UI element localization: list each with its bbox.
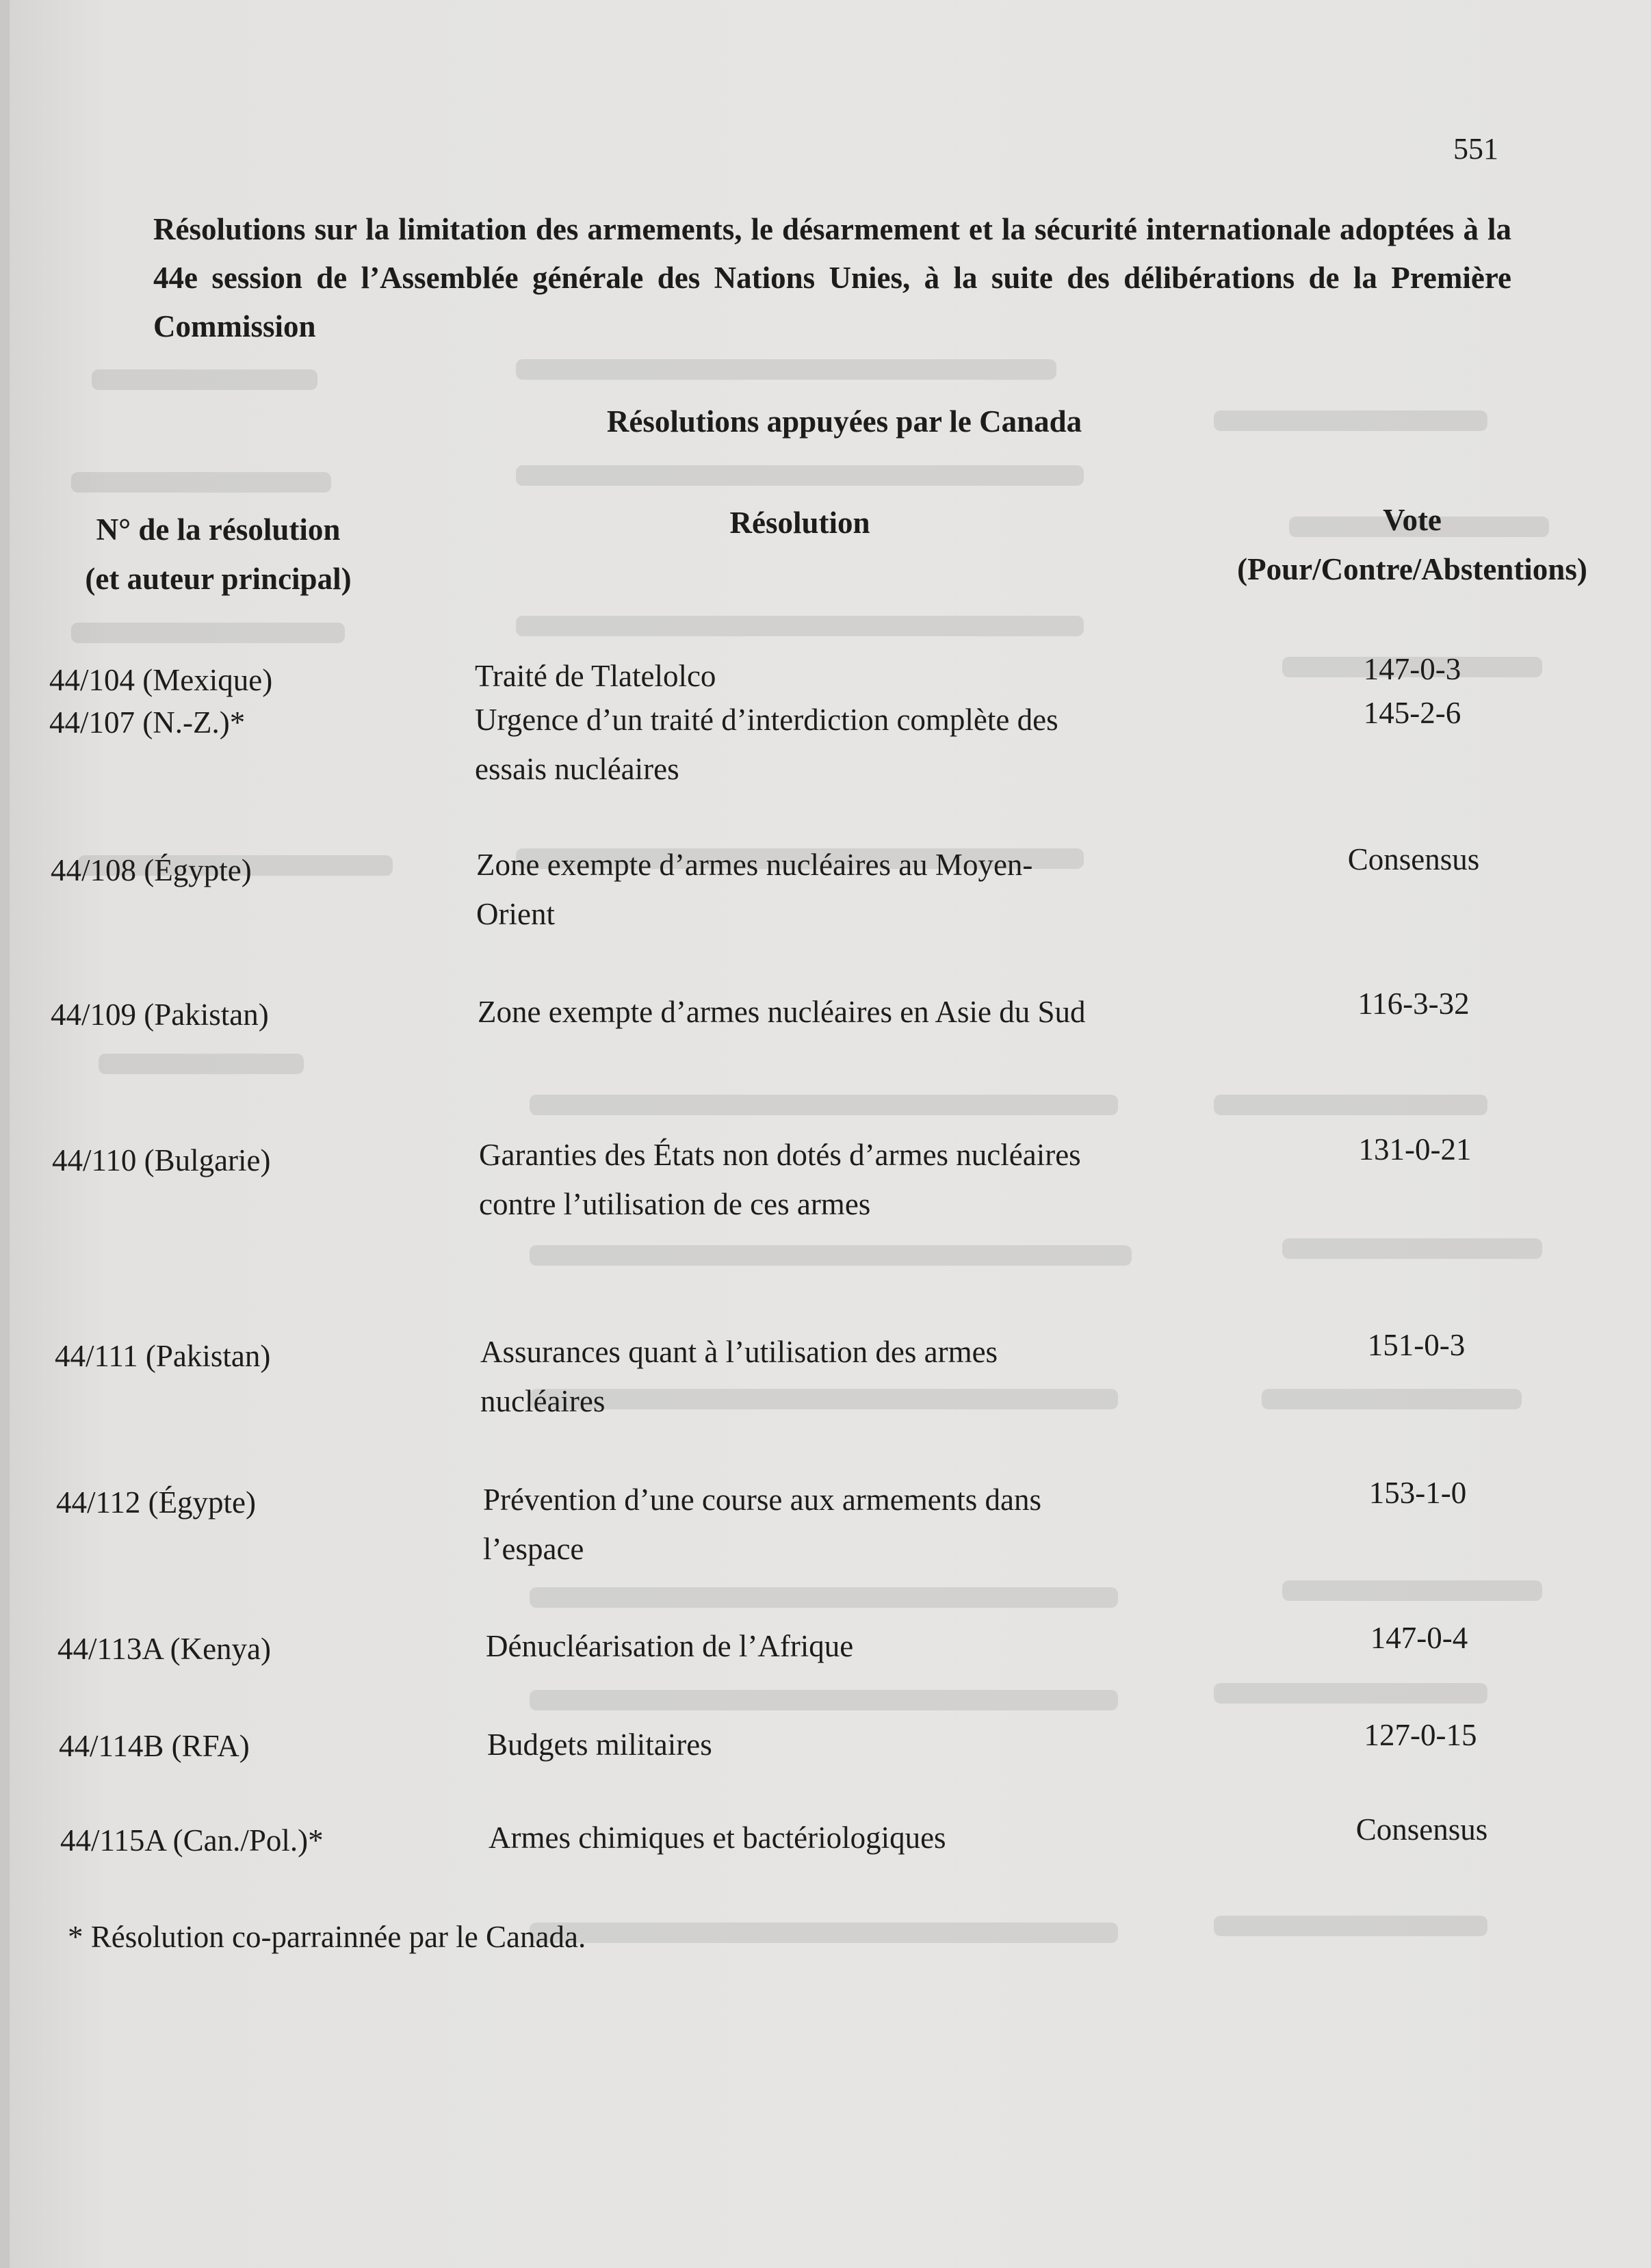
section-subtitle: Résolutions appuyées par le Canada	[606, 404, 1082, 439]
vote-result: 153-1-0	[1368, 1476, 1467, 1510]
resolution-number: 44/104 (Mexique)	[49, 663, 273, 697]
resolution-title: Dénucléarisation de l’Afrique	[486, 1629, 854, 1663]
column-header-number-line1: N° de la résolution	[96, 512, 341, 547]
resolution-number: 44/114B (RFA)	[59, 1729, 250, 1763]
column-header-vote	[1214, 495, 1611, 594]
resolution-title: Armes chimiques et bactériologiques	[489, 1821, 946, 1855]
resolution-number: 44/112 (Égypte)	[56, 1485, 257, 1520]
footnote: * Résolution co-parrainnée par le Canada.	[68, 1920, 586, 1954]
column-header-vote-line2: (Pour/Contre/Abstentions)	[1237, 552, 1587, 586]
vote-result: Consensus	[1355, 1812, 1488, 1847]
resolution-title: Zone exempte d’armes nucléaires en Asie du Sud	[478, 995, 1086, 1029]
page-number: 551	[1453, 132, 1498, 166]
vote-result: Consensus	[1347, 842, 1480, 876]
resolution-title: Budgets militaires	[487, 1728, 712, 1762]
column-header-resolution-number	[57, 505, 379, 603]
resolution-number: 44/108 (Égypte)	[51, 853, 252, 887]
resolution-title: Assurances quant à l’utilisation des armes nucléaires	[480, 1335, 998, 1418]
vote-result: 147-0-4	[1370, 1621, 1468, 1655]
resolution-title: Garanties des États non dotés d’armes nucléaires contre l’utilisation de ces armes	[479, 1138, 1081, 1221]
document-page	[10, 0, 1651, 2268]
vote-result: 145-2-6	[1363, 696, 1461, 730]
resolution-number: 44/111 (Pakistan)	[55, 1339, 271, 1373]
resolution-title: Zone exempte d’armes nucléaires au Moyen-Orient	[476, 848, 1033, 931]
resolution-number: 44/113A (Kenya)	[57, 1632, 272, 1666]
resolution-title: Traité de Tlatelolco	[475, 659, 716, 693]
resolution-number: 44/110 (Bulgarie)	[52, 1143, 271, 1177]
resolution-title: Urgence d’un traité d’interdiction complète des essais nucléaires	[475, 703, 1058, 786]
vote-result: 147-0-3	[1363, 652, 1461, 686]
vote-result: 116-3-32	[1357, 987, 1470, 1021]
resolution-number: 44/107 (N.-Z.)*	[49, 705, 246, 740]
vote-result: 127-0-15	[1364, 1718, 1477, 1752]
resolution-title: Prévention d’une course aux armements dans l’espace	[483, 1483, 1041, 1566]
vote-result: 151-0-3	[1367, 1328, 1466, 1362]
resolution-number: 44/115A (Can./Pol.)*	[60, 1823, 324, 1858]
column-header-vote-line1: Vote	[1383, 503, 1442, 537]
column-header-resolution: Résolution	[729, 506, 870, 540]
vote-result: 131-0-21	[1358, 1132, 1472, 1166]
resolution-number: 44/109 (Pakistan)	[51, 998, 269, 1032]
column-header-number-line2: (et auteur principal)	[85, 562, 352, 596]
document-title: Résolutions sur la limitation des armements, le désarmement et la sécurité internationale adoptées à la 44e session de l’Assemblée générale des Nations Unies, à la suite des délibérations de la Première Commission	[153, 212, 1511, 343]
